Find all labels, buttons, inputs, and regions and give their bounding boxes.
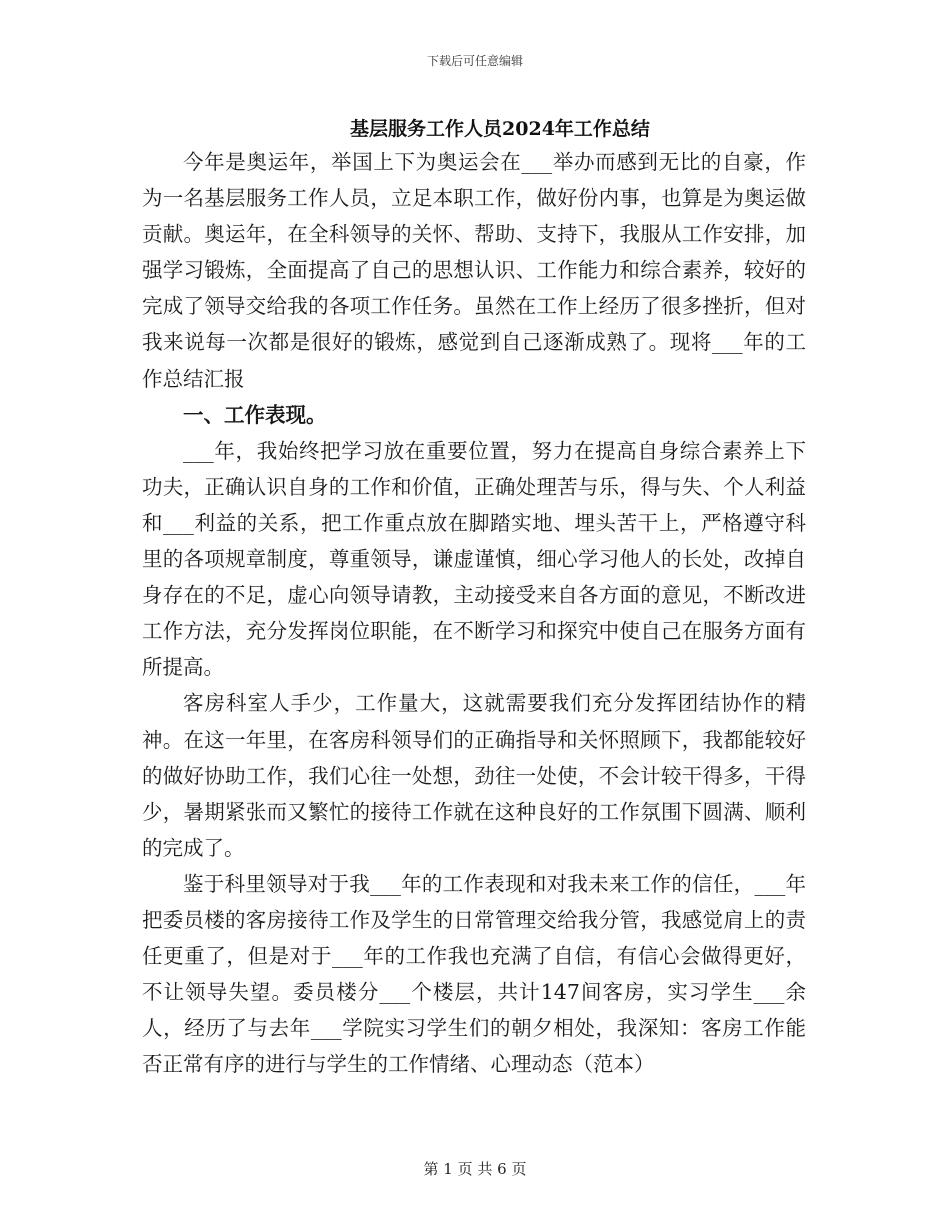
document-body (142, 144, 806, 1082)
paragraph-study: ___年，我始终把学习放在重要位置，努力在提高自身综合素养上下功夫，正确认识自身的工作和价值，正确处理苦与乐，得与失、个人利益和___利益的关系，把工作重点放在脚踏实地、埋头苦干上，严格遵守科里的各项规章制度，尊重领导，谦虚谨慎，细心学习他人的长处，改掉自身存在的不足，虚心向领导请教，主动接受来自各方面的意见，不断改进工作方法，充分发挥岗位职能，在不断学习和探究中使自己在服务方面有所提高。 (142, 438, 806, 680)
page-footer: 第 1 页 共 6 页 (423, 1160, 527, 1178)
section-heading: 一、工作表现。 (183, 402, 327, 427)
paragraph-responsibility: 鉴于科里领导对于我___年的工作表现和对我未来工作的信任，___年把委员楼的客房接待工作及学生的日常管理交给我分管，我感觉肩上的责任更重了，但是对于___年的工作我也充满了自信，有信心会做得更好，不让领导失望。委员楼分___个楼层，共计147间客房，实习学生___余人，经历了与去年___学院实习学生们的朝夕相处，我深知：客房工作能否正常有序的进行与学生的工作情绪、心理动态（范本） (142, 871, 806, 1077)
paragraph-intro: 今年是奥运年，举国上下为奥运会在___举办而感到无比的自豪，作为一名基层服务工作人员，立足本职工作，做好份内事，也算是为奥运做贡献。奥运年，在全科领导的关怀、帮助、支持下，我服从工作安排，加强学习锻炼，全面提高了自己的思想认识、工作能力和综合素养，较好的完成了领导交给我的各项工作任务。虽然在工作上经历了很多挫折，但对我来说每一次都是很好的锻炼，感觉到自己逐渐成熟了。现将___年的工作总结汇报 (142, 150, 806, 391)
paragraph-teamwork: 客房科室人手少，工作量大，这就需要我们充分发挥团结协作的精神。在这一年里，在客房科领导们的正确指导和关怀照顾下，我都能较好的做好协助工作，我们心往一处想，劲往一处使，不会计较干得多，干得少，暑期紧张而又繁忙的接待工作就在这种良好的工作氛围下圆满、顺利的完成了。 (142, 691, 806, 860)
header-note: 下载后可任意编辑 (426, 54, 523, 68)
document-title: 基层服务工作人员2024年工作总结 (350, 118, 650, 140)
